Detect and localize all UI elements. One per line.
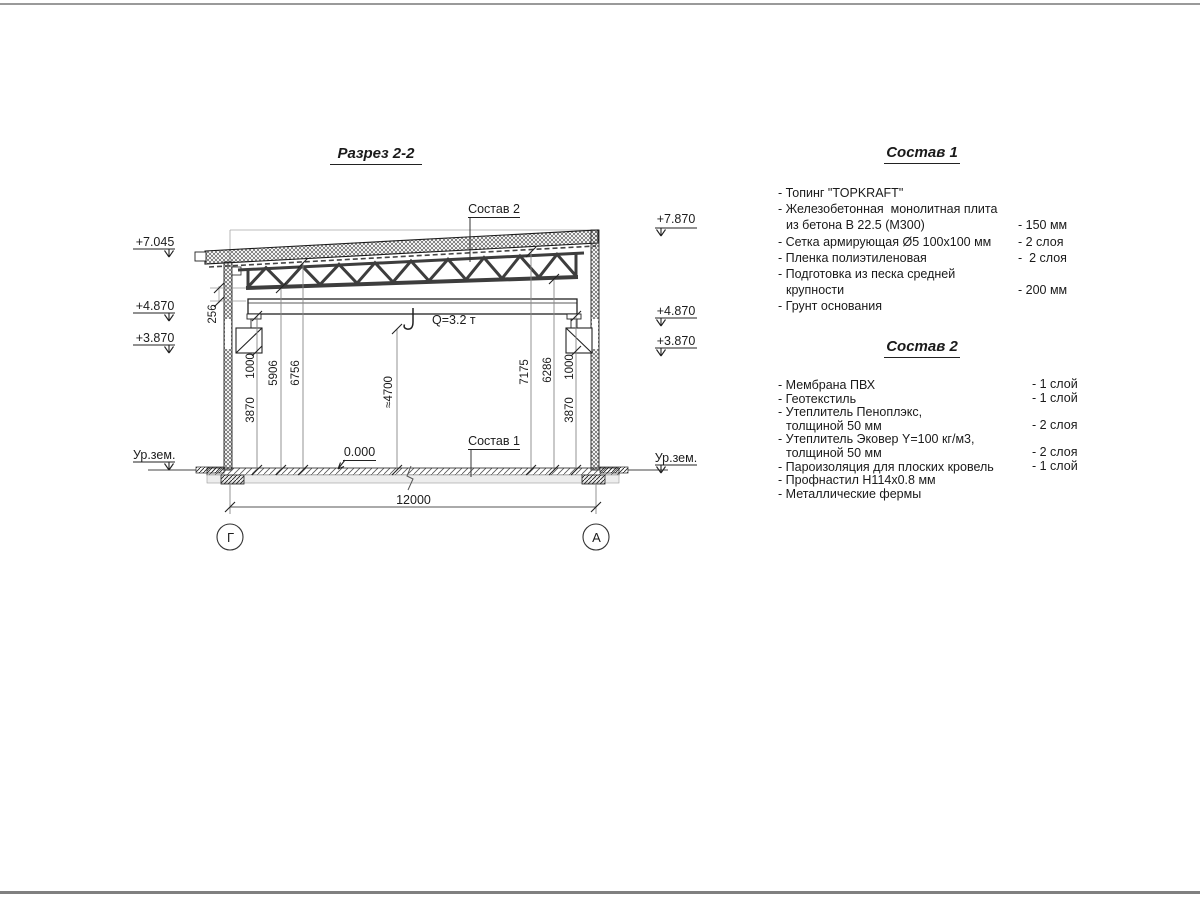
- spec-line-text: - Грунт основания: [778, 299, 883, 314]
- foundation-left: [221, 475, 244, 484]
- spec-line-text: - Металлические фермы: [778, 486, 922, 501]
- spec-line-text: - Утеплитель Пеноплэкс,: [778, 405, 923, 420]
- spec-line-text: - Сетка армирующая Ø5 100x100 мм: [778, 234, 992, 249]
- spec-line-text: - Утеплитель Эковер Y=100 кг/м3,: [778, 432, 975, 447]
- drawing-title: Разрез 2-2: [330, 145, 422, 165]
- span-dimension-label: 12000: [396, 493, 431, 507]
- spec-line-text: крупности: [786, 283, 845, 298]
- ground-level-right: Ур.зем.: [654, 451, 698, 465]
- spec-line-text: - Профнастил Н114х0.8 мм: [778, 473, 936, 488]
- dim-3870-left: 3870: [245, 397, 257, 423]
- ground-ledge-left: [196, 467, 224, 473]
- floor-slab: [148, 466, 668, 490]
- spec-line: [778, 201, 1090, 217]
- foundation-right: [582, 475, 605, 484]
- spec-line-text: - Железобетонная монолитная плита: [778, 202, 998, 217]
- spec-line-value: - 2 слоя: [1032, 444, 1078, 459]
- spec-line-text: толщиной 50 мм: [786, 418, 882, 433]
- axis-label-right: А: [592, 530, 601, 545]
- spec-line: [778, 392, 1090, 406]
- spec-line-value: - 1 слой: [1032, 458, 1078, 473]
- elevation-left-roof: +7.045: [135, 235, 175, 249]
- spec-line-value: - 2 слоя: [1018, 250, 1067, 265]
- elevation-left-crane-seat: +3.870: [135, 331, 175, 345]
- ground-level-left: Ур.зем.: [133, 448, 176, 462]
- dim-256: 256: [207, 304, 219, 324]
- dim-6286: 6286: [542, 357, 554, 383]
- spec-line: [778, 419, 1090, 433]
- sostav2-callout-label: Состав 2: [468, 202, 520, 216]
- spec-line-value: - 1 слой: [1032, 390, 1078, 405]
- crane-load-label: Q=3.2 т: [432, 313, 476, 327]
- dim-6756: 6756: [290, 360, 302, 386]
- dim-1000-left: 1000: [245, 353, 257, 379]
- truss-bottom-chord: [246, 277, 578, 288]
- spec-line-value: - 1 слой: [1032, 377, 1078, 391]
- zero-level-label: 0.000: [343, 445, 376, 459]
- dim-5906: 5906: [268, 360, 280, 386]
- spec-line: [778, 217, 1090, 233]
- spec-line-text: - Подготовка из песка средней: [778, 266, 956, 281]
- spec-line: [778, 378, 1090, 392]
- spec-line: [778, 298, 1090, 314]
- dim-4700: ≈4700: [383, 376, 395, 408]
- spec-line: [778, 234, 1090, 250]
- spec-line-text: толщиной 50 мм: [786, 445, 882, 460]
- spec1-list: [778, 185, 1090, 315]
- dim-1000-right: 1000: [564, 354, 576, 380]
- spec-line: [778, 446, 1090, 460]
- crane-beam-assembly: [236, 299, 592, 353]
- ground-ledge-right: [600, 467, 628, 473]
- elevation-right-roof: +7.870: [656, 212, 696, 226]
- spec-line-text: из бетона В 22.5 (М300): [786, 218, 925, 233]
- dim-3870-right: 3870: [564, 397, 576, 423]
- axis-bubbles: [217, 524, 609, 550]
- sostav1-callout-label: Состав 1: [468, 434, 520, 448]
- spec-line-text: - Геотекстиль: [778, 391, 857, 406]
- spec-line-text: - Пароизоляция для плоских кровель: [778, 459, 994, 474]
- spec-line: [778, 185, 1090, 201]
- spec-line: [778, 266, 1090, 282]
- spec-line-value: - 150 мм: [1018, 218, 1068, 233]
- spec-line: [778, 487, 1090, 501]
- elevation-left-crane-top: +4.870: [135, 299, 175, 313]
- spec2-heading: Состав 2: [884, 338, 960, 358]
- spec-line-value: - 2 слоя: [1018, 234, 1064, 249]
- spec-line-value: - 2 слоя: [1032, 417, 1078, 432]
- elevation-right-crane-seat: +3.870: [656, 334, 696, 348]
- spec-line-text: - Топинг "TOPKRAFT": [778, 186, 904, 200]
- dim-7175: 7175: [519, 359, 531, 385]
- spec-line: [778, 250, 1090, 266]
- axis-label-left: Г: [226, 530, 235, 545]
- spec-line-text: - Пленка полиэтиленовая: [778, 250, 927, 265]
- spec-line-value: - 200 мм: [1018, 283, 1068, 298]
- spec-line: [778, 460, 1090, 474]
- spec1-heading: Состав 1: [884, 144, 960, 164]
- spec-line: [778, 282, 1090, 298]
- elevation-right-crane-top: +4.870: [656, 304, 696, 318]
- spec2-list: [778, 378, 1090, 500]
- spec-line-text: - Мембрана ПВХ: [778, 378, 876, 392]
- left-wall: [224, 262, 232, 470]
- spec-line: [778, 473, 1090, 487]
- eave-flashing: [195, 252, 206, 261]
- spec-line: [778, 432, 1090, 446]
- spec-line: [778, 405, 1090, 419]
